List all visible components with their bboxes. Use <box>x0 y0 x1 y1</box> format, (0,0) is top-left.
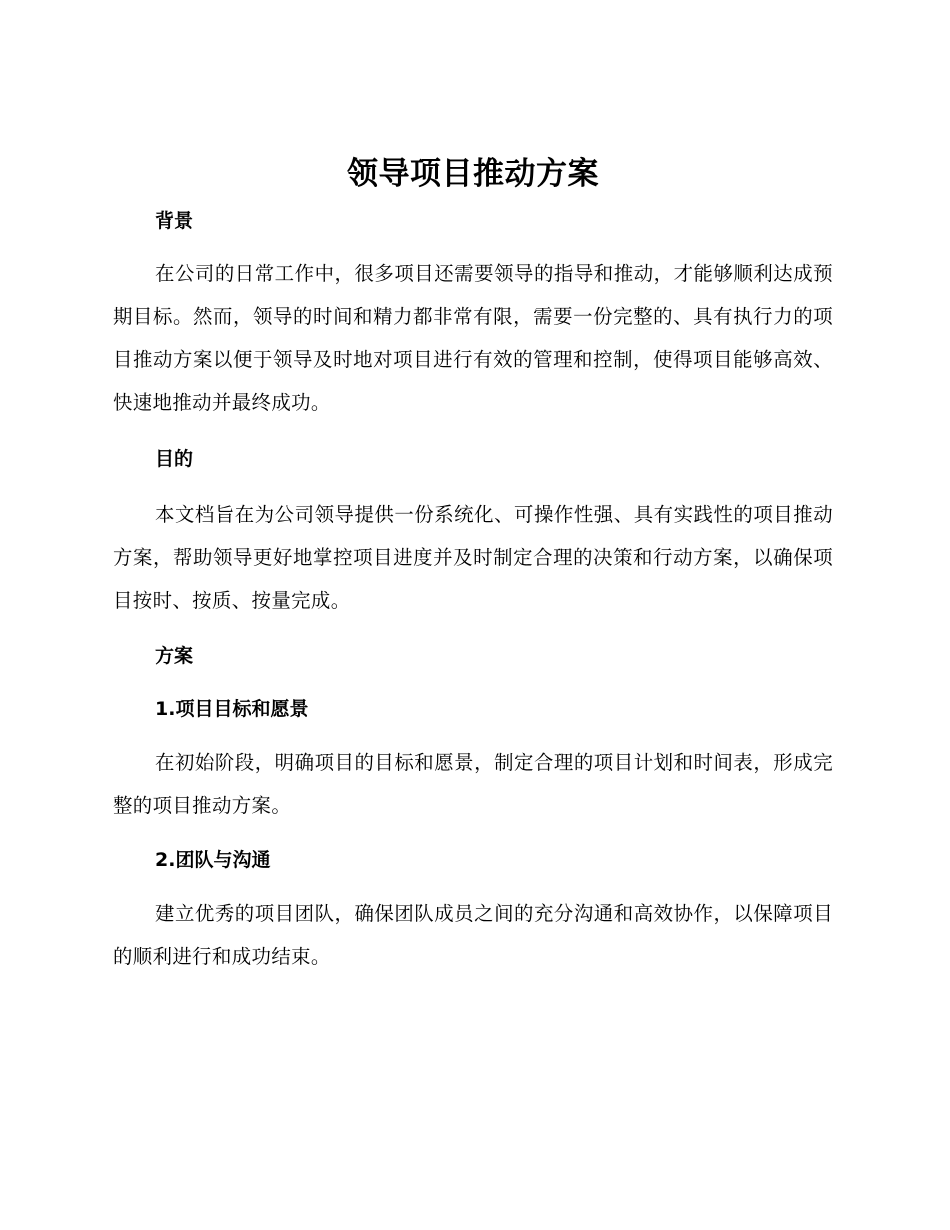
document-body <box>113 150 833 978</box>
subsection-heading-goals: 1.项目目标和愿景 <box>155 698 309 720</box>
subsection-paragraph-team: 建立优秀的项目团队，确保团队成员之间的充分沟通和高效协作，以保障项目的顺利进行和成功结束。 <box>113 902 833 968</box>
section-heading-background: 背景 <box>155 210 194 232</box>
subsection-heading-team: 2.团队与沟通 <box>155 849 271 871</box>
section-heading-plan: 方案 <box>155 645 194 667</box>
section-heading-purpose: 目的 <box>155 448 194 470</box>
section-paragraph-purpose: 本文档旨在为公司领导提供一份系统化、可操作性强、具有实践性的项目推动方案，帮助领导更好地掌控项目进度并及时制定合理的决策和行动方案，以确保项目按时、按质、按量完成。 <box>113 503 833 612</box>
section-paragraph-background: 在公司的日常工作中，很多项目还需要领导的指导和推动，才能够顺利达成预期目标。然而，领导的时间和精力都非常有限，需要一份完整的、具有执行力的项目推动方案以便于领导及时地对项目进行有效的管理和控制，使得项目能够高效、快速地推动并最终成功。 <box>113 262 833 414</box>
subsection-paragraph-goals: 在初始阶段，明确项目的目标和愿景，制定合理的项目计划和时间表，形成完整的项目推动方案。 <box>113 751 833 817</box>
document-title: 领导项目推动方案 <box>347 156 599 192</box>
